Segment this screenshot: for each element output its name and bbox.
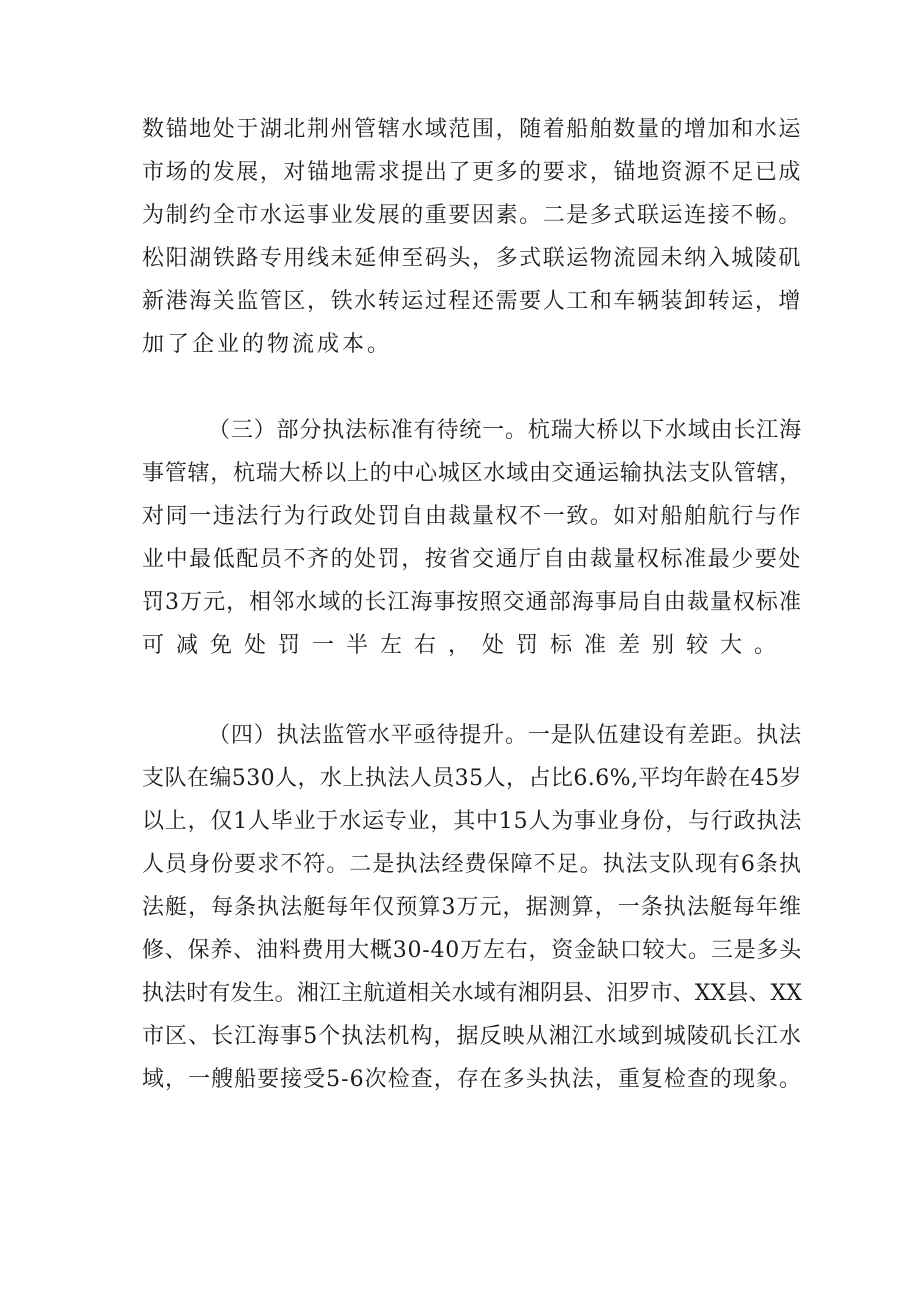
text-line: 松阳湖铁路专用线未延伸至码头，多式联运物流园未纳入城陵矶: [142, 246, 802, 271]
section-heading-line: （三）部分执法标准有待统一。杭瑞大桥以下水域由长江海: [208, 418, 802, 443]
text-line: 对同一违法行为行政处罚自由裁量权不一致。如对船舶航行与作: [142, 504, 802, 529]
text-line: 法艇，每条执法艇每年仅预算3万元，据测算，一条执法艇每年维: [142, 895, 802, 920]
text-line: 业中最低配员不齐的处罚，按省交通厅自由裁量权标准最少要处: [142, 547, 802, 572]
text-line: 支队在编530人，水上执法人员35人，占比6.6%,平均年龄在45岁: [142, 766, 802, 791]
text-line: 新港海关监管区，铁水转运过程还需要人工和车辆装卸转运，增: [142, 289, 802, 314]
text-line: 修、保养、油料费用大概30-40万左右，资金缺口较大。三是多头: [142, 938, 802, 963]
text-line: 以上，仅1人毕业于水运专业，其中15人为事业身份，与行政执法: [142, 809, 802, 834]
section-heading-line: （四）执法监管水平亟待提升。一是队伍建设有差距。执法: [208, 723, 802, 748]
text-line: 可减免处罚一半左右，处罚标准差别较大。: [142, 633, 789, 658]
text-line: 人员身份要求不符。二是执法经费保障不足。执法支队现有6条执: [142, 852, 802, 877]
paragraph-enforcement-standards: [142, 409, 802, 667]
text-line: 加了企业的物流成本。: [142, 332, 393, 357]
text-line: 执法时有发生。湘江主航道相关水域有湘阴县、汨罗市、XX县、XX: [142, 981, 802, 1006]
text-line: 为制约全市水运事业发展的重要因素。二是多式联运连接不畅。: [142, 203, 802, 228]
paragraph-anchorage-transport: [142, 108, 802, 366]
text-line: 市场的发展，对锚地需求提出了更多的要求，锚地资源不足已成: [142, 160, 802, 185]
text-line: 事管辖，杭瑞大桥以上的中心城区水域由交通运输执法支队管辖，: [142, 461, 802, 486]
text-line: 数锚地处于湖北荆州管辖水域范围，随着船舶数量的增加和水运: [142, 117, 802, 142]
text-line: 市区、长江海事5个执法机构，据反映从湘江水域到城陵矶长江水: [142, 1024, 802, 1049]
paragraph-enforcement-supervision: [142, 714, 802, 1101]
text-line: 罚3万元，相邻水域的长江海事按照交通部海事局自由裁量权标准: [142, 590, 802, 615]
text-line: 域，一艘船要接受5-6次检查，存在多头执法，重复检查的现象。: [142, 1067, 802, 1092]
